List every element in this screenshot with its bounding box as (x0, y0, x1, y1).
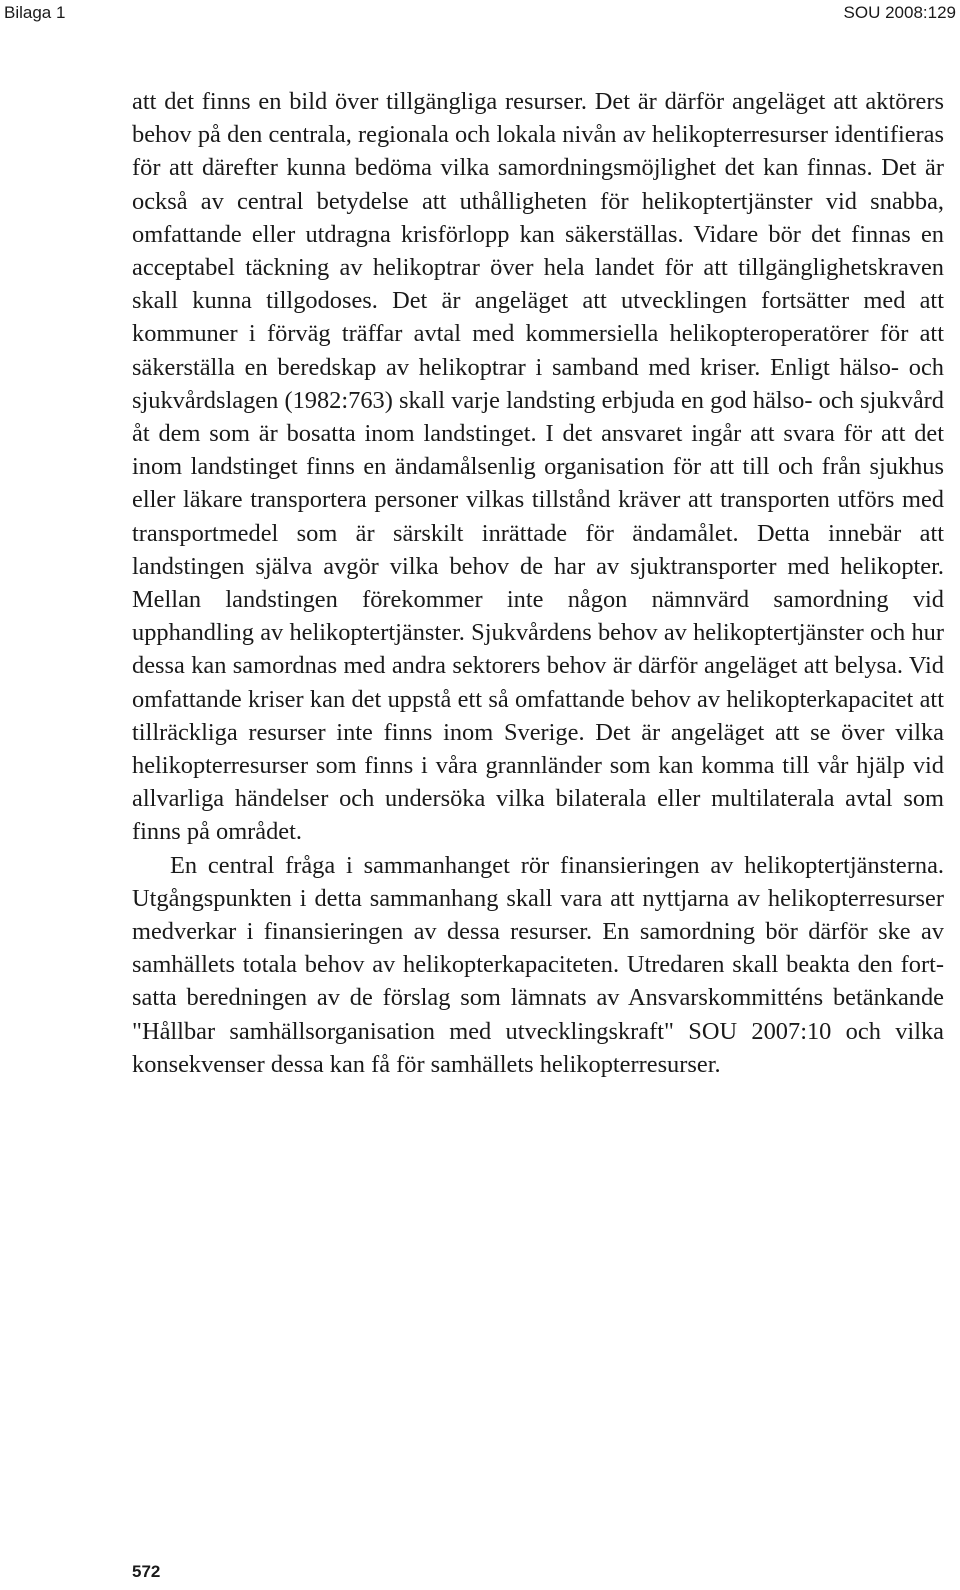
paragraph-2: En central fråga i sammanhanget rör finansieringen av helikoptertjänsterna. Utgångspunkten i detta sammanhang skall vara att nyttjarna av helikopterresurser medverkar i finansieringen av dessa resurser. En samordning bör därför ske av samhällets totala behov av helikopterkapaciteten. Utredaren skall beakta den fortsatta beredningen av de förslag som lämnats av Ansvarskommitténs betänkande "Hållbar samhällsorganisation med utvecklingskraft" SOU 2007:10 och vilka konsekvenser dessa kan få för samhällets helikopterresurser. (132, 851, 944, 1078)
running-header (0, 0, 960, 32)
paragraph-1: att det finns en bild över tillgängliga resurser. Det är därför angeläget att aktörers behov på den centrala, regionala och lokala nivån av helikopterresurser identifieras för att därefter kunna bedöma vilka samordningsmöjlighet det kan finnas. Det är också av central betydelse att uthålligheten för helikoptertjänster vid snabba, omfattande eller utdragna krisförlopp kan säkerställas. Vidare bör det finnas en acceptabel täckning av helikoptrar över hela landet för att tillgänglighetskraven skall kunna tillgodoses. Det är angeläget att utvecklingen fortsätter med att kommuner i förväg träffar avtal med kommersiella helikopteroperatörer för att säkerställa en beredskap av helikoptrar i samband med kriser. Enligt hälso- och sjukvårdslagen (1982:763) skall varje landsting erbjuda en god hälso- och sjukvård åt dem som är bosatta inom landstinget. I det ansvaret ingår att svara för att det inom landstinget finns en ändamålsenlig organisation för att till och från sjukhus eller läkare transportera personer vilkas tillstånd kräver att transporten utförs med transportmedel som är särskilt inrättade för ändamålet. Detta innebär att landstingen själva avgör vilka behov de har av sjuktransporter med helikopter. Mellan landstingen förekommer inte någon nämnvärd samordning vid upphandling av helikoptertjänster. Sjukvårdens behov av helikoptertjänster och hur dessa kan samordnas med andra sektorers behov är därför angeläget att belysa. Vid omfattande kriser kan det uppstå ett så omfattande behov av helikopterkapacitet att tillräckliga resurser inte finns inom Sverige. Det är angeläget att se över vilka helikopterresurser som finns i våra grannländer som kan komma till vår hjälp vid allvarliga händelser och undersöka vilka bilaterala eller multilaterala avtal som finns på området. (132, 88, 944, 846)
body-text (132, 85, 944, 1081)
report-reference: SOU 2008:129 (843, 3, 956, 22)
page-number: 572 (132, 1562, 161, 1581)
appendix-label: Bilaga 1 (4, 3, 66, 22)
